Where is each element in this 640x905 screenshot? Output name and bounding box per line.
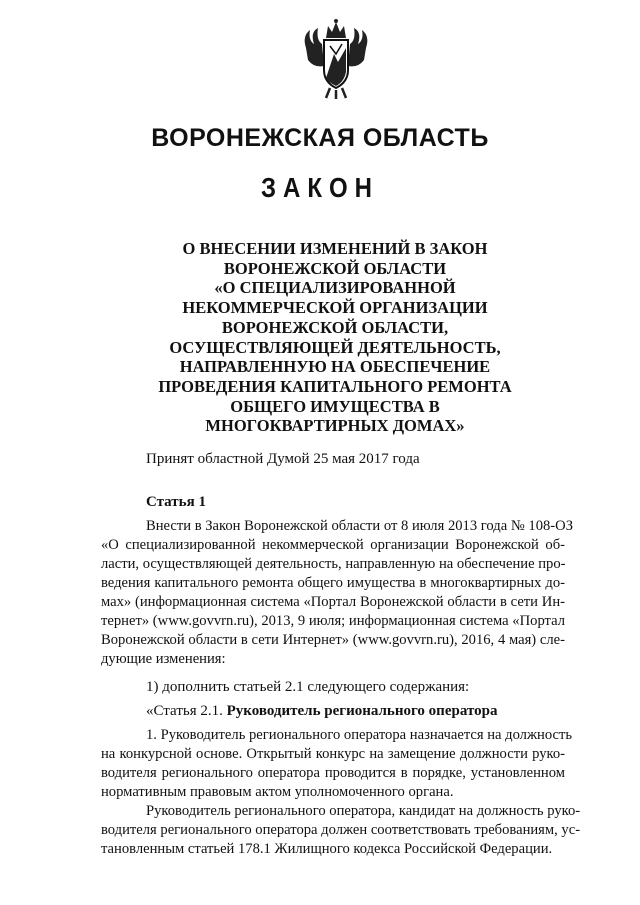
item-1: 1) дополнить статьей 2.1 следующего содержания: <box>146 679 470 695</box>
text-line: 1. Руководитель регионального оператора назначается на должность <box>146 727 573 743</box>
document-type: ЗАКОН <box>260 172 379 204</box>
text-line: водителя регионального оператора должен соответствовать требованиям, ус- <box>101 822 581 838</box>
text-line: ведения капитального ремонта общего имущества в многоквартирных до- <box>101 575 565 591</box>
text-line: водителя регионального оператора проводится в порядке, установленном <box>101 765 565 781</box>
title-line: ВОРОНЕЖСКОЙ ОБЛАСТИ <box>223 258 447 278</box>
text-line: ласти, осуществляющей деятельность, направленную на обеспечение про- <box>101 556 566 572</box>
text-line: дующие изменения: <box>101 651 226 667</box>
adoption-date: Принят областной Думой 25 мая 2017 года <box>146 451 420 467</box>
title-line: ОСУЩЕСТВЛЯЮЩЕЙ ДЕЯТЕЛЬНОСТЬ, <box>169 337 501 357</box>
text-line: нормативным правовым актом уполномоченного органа. <box>101 784 454 800</box>
new-article-heading <box>146 703 497 720</box>
article-1-body <box>101 517 574 669</box>
new-article-paragraph-1 <box>101 726 573 802</box>
new-article-paragraph-2 <box>101 802 581 859</box>
title-line: НАПРАВЛЕННУЮ НА ОБЕСПЕЧЕНИЕ <box>179 357 491 377</box>
text-line: Внести в Закон Воронежской области от 8 июля 2013 года № 108-ОЗ <box>146 518 574 534</box>
text-line: Руководитель регионального оператора, кандидат на должность руко- <box>146 803 581 819</box>
new-article-prefix: «Статья 2.1. <box>146 703 227 719</box>
region-title: ВОРОНЕЖСКАЯ ОБЛАСТЬ <box>151 124 489 152</box>
text-line: тернет» (www.govvrn.ru), 2013, 9 июля; информационная система «Портал <box>101 613 565 629</box>
title-line: ВОРОНЕЖСКОЙ ОБЛАСТИ, <box>221 317 449 337</box>
new-article-title: Руководитель регионального оператора <box>226 703 498 719</box>
title-line: ОБЩЕГО ИМУЩЕСТВА В <box>230 396 440 416</box>
text-line: Воронежской области в сети Интернет» (www.govvrn.ru), 2016, 4 мая) сле- <box>101 632 565 648</box>
text-line: мах» (информационная система «Портал Воронежской области в сети Ин- <box>101 594 565 610</box>
title-line: «О СПЕЦИАЛИЗИРОВАННОЙ <box>214 278 456 298</box>
title-line: ПРОВЕДЕНИЯ КАПИТАЛЬНОГО РЕМОНТА <box>158 376 512 396</box>
article-1-heading: Статья 1 <box>146 494 206 510</box>
text-line: тановленным статьей 178.1 Жилищного кодекса Российской Федерации. <box>101 841 553 857</box>
title-line: МНОГОКВАРТИРНЫХ ДОМАХ» <box>205 416 465 436</box>
text-line: «О специализированной некоммерческой организации Воронежской об- <box>101 537 565 553</box>
title-line: О ВНЕСЕНИИ ИЗМЕНЕНИЙ В ЗАКОН <box>182 239 488 258</box>
voronezh-coat-of-arms-icon <box>300 18 372 100</box>
law-title <box>140 239 530 436</box>
title-line: НЕКОММЕРЧЕСКОЙ ОРГАНИЗАЦИИ <box>182 298 488 318</box>
text-line: на конкурсной основе. Открытый конкурс на замещение должности руко- <box>101 746 565 762</box>
